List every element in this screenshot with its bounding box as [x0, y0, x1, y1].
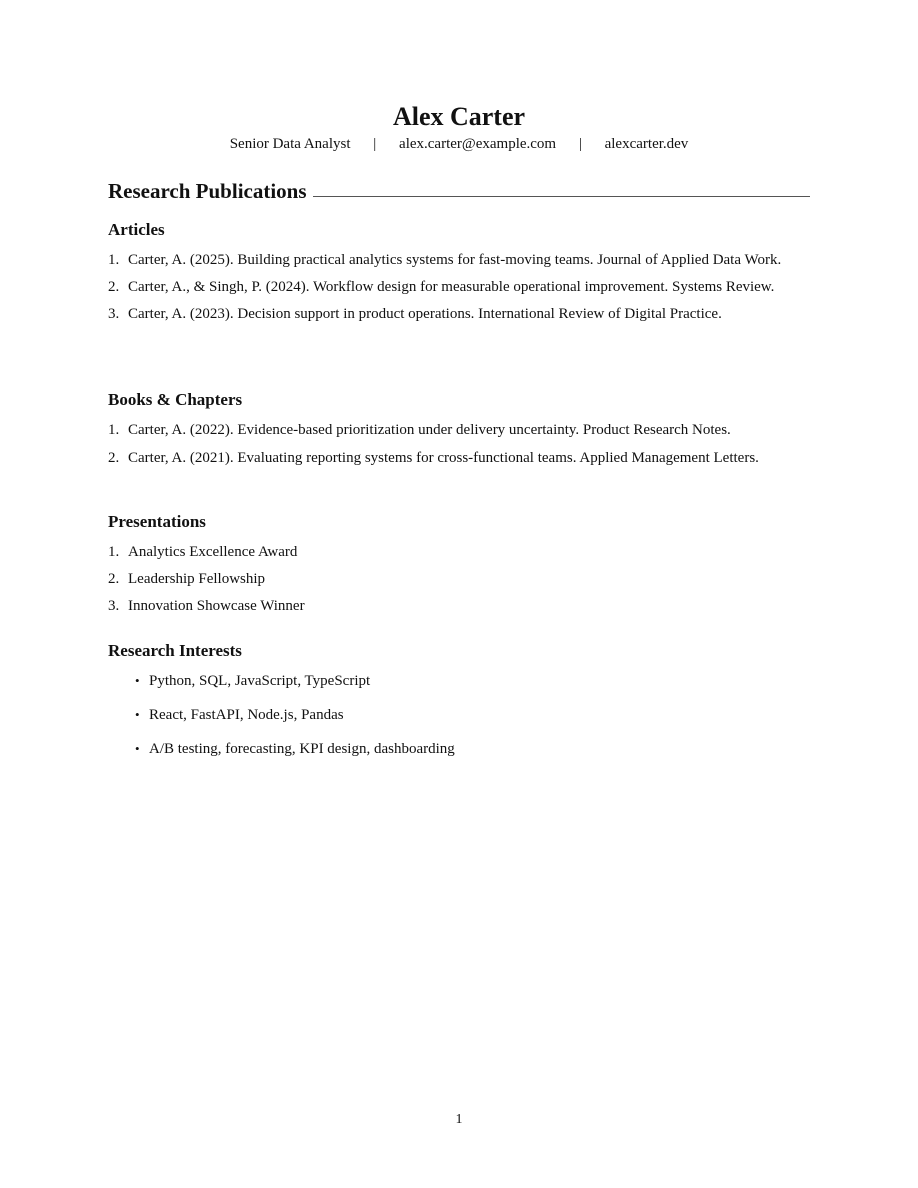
section-header	[108, 178, 810, 204]
item-text: Carter, A. (2021). Evaluating reporting systems for cross-functional teams. Applied Management Letters.	[128, 450, 759, 466]
item-number: 1.	[108, 252, 120, 268]
list-item	[108, 448, 810, 468]
item-number: 3.	[108, 598, 120, 614]
list-item	[108, 671, 810, 705]
item-text: Carter, A. (2022). Evidence-based prioritization under delivery uncertainty. Product Research Notes.	[128, 422, 731, 438]
subsection-title: Articles	[108, 220, 165, 239]
contact-line	[108, 134, 810, 154]
item-text: React, FastAPI, Node.js, Pandas	[149, 707, 344, 723]
item-text: Carter, A. (2023). Decision support in product operations. International Review of Digital Practice.	[128, 306, 722, 322]
section-title: Research Publications	[108, 179, 307, 203]
page-number: 1	[455, 1112, 463, 1127]
list-item	[108, 542, 810, 562]
email-link[interactable]: alex.carter@example.com	[399, 136, 557, 152]
item-text: Python, SQL, JavaScript, TypeScript	[149, 673, 371, 689]
list-item	[108, 569, 810, 589]
item-text: Carter, A., & Singh, P. (2024). Workflow design for measurable operational improvement. Systems Review.	[128, 279, 775, 295]
item-text: A/B testing, forecasting, KPI design, dashboarding	[149, 741, 455, 757]
bullet-icon: •	[135, 673, 140, 688]
list-item	[108, 250, 810, 270]
item-number: 1.	[108, 422, 120, 438]
contact-separator: |	[373, 136, 377, 152]
item-text: Leadership Fellowship	[128, 571, 266, 587]
books-subsection	[108, 389, 810, 468]
articles-subsection	[108, 219, 810, 324]
presentations-list	[108, 542, 810, 616]
contact-separator: |	[578, 136, 582, 152]
website-link[interactable]: alexcarter.dev	[604, 136, 689, 152]
person-name: Alex Carter	[392, 102, 526, 131]
interests-list	[108, 671, 810, 773]
list-item	[108, 304, 810, 324]
articles-list	[108, 250, 810, 324]
item-text: Carter, A. (2025). Building practical analytics systems for fast-moving teams. Journal of Applied Data Work.	[128, 252, 782, 268]
interests-subsection	[108, 640, 810, 773]
bullet-icon: •	[135, 707, 140, 722]
subsection-title: Books & Chapters	[108, 390, 243, 409]
books-list	[108, 420, 810, 468]
subsection-title: Presentations	[108, 512, 206, 531]
item-number: 2.	[108, 450, 120, 466]
list-item	[108, 705, 810, 739]
list-item	[108, 277, 810, 297]
item-number: 2.	[108, 279, 120, 295]
resume-header	[108, 100, 810, 154]
presentations-subsection	[108, 511, 810, 616]
subsection-title: Research Interests	[108, 641, 242, 660]
list-item	[108, 739, 810, 773]
job-title: Senior Data Analyst	[229, 136, 351, 152]
list-item	[108, 596, 810, 616]
bullet-icon: •	[135, 741, 140, 756]
item-number: 3.	[108, 306, 120, 322]
item-number: 1.	[108, 544, 120, 560]
item-text: Analytics Excellence Award	[128, 544, 298, 560]
list-item	[108, 420, 810, 440]
section-divider	[313, 196, 810, 197]
item-text: Innovation Showcase Winner	[128, 598, 305, 614]
item-number: 2.	[108, 571, 120, 587]
